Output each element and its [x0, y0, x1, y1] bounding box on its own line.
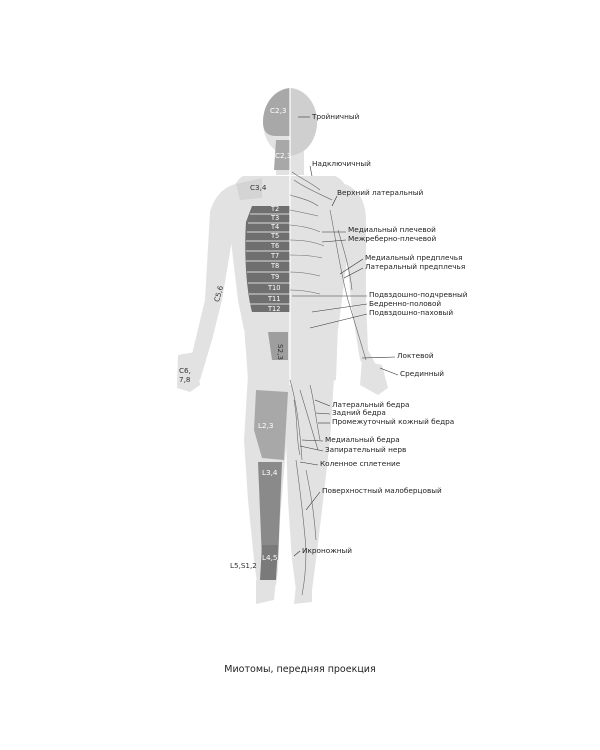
nerve-label-superficial-peroneal: Поверхностный малоберцовый: [322, 486, 442, 495]
nerve-label-ulnar: Локтевой: [397, 351, 434, 360]
t-level-label: T6: [271, 242, 280, 250]
t-level-label: T7: [271, 252, 280, 260]
nerve-label-ilioinguinal: Подвздошно-паховый: [369, 308, 454, 317]
nerve-label-intermediate-femoral: Промежуточный кожный бедра: [332, 417, 455, 426]
t-level-label: T9: [271, 273, 280, 281]
nerve-label-medial-brachial: Медиальный плечевой: [348, 225, 436, 234]
nerve-label-upper-lateral: Верхний латеральный: [337, 188, 424, 197]
nerve-label-patellar-plexus: Коленное сплетение: [320, 459, 401, 468]
nerve-label-intercostobrachial: Межреберно-плечевой: [348, 234, 437, 243]
nerve-label-posterior-femoral: Задний бедра: [332, 408, 386, 417]
t-level-label: T4: [271, 223, 280, 231]
t-level-label: T2: [271, 205, 280, 213]
t-level-label: T3: [271, 214, 280, 222]
nerve-label-medial-femoral: Медиальный бедра: [325, 435, 400, 444]
nerve-label-genitofemoral: Бедренно-половой: [369, 299, 442, 308]
nerve-label-lateral-antebrachial: Латеральный предплечья: [365, 262, 466, 271]
t-level-label: T11: [268, 295, 281, 303]
nerve-label-sural: Икроножный: [302, 546, 353, 555]
face-shading: [290, 88, 317, 156]
segment-label-c23-neck: C2,3: [275, 151, 292, 160]
nerve-label-trigeminal: Тройничный: [312, 112, 360, 121]
nerve-label-iliohypogastric: Подвздошно-подчревный: [369, 290, 468, 299]
segment-label-l23: L2,3: [258, 421, 274, 430]
nerve-label-lateral-femoral: Латеральный бедра: [332, 400, 410, 409]
nerve-label-median: Срединный: [400, 369, 445, 378]
segment-label-c678: C6, 7,8: [179, 366, 191, 384]
segment-label-c23-head: C2,3: [270, 106, 287, 115]
segment-label-c56: C5,6: [212, 284, 226, 303]
t-level-label: T5: [271, 232, 280, 240]
t-level-label: T10: [268, 284, 281, 292]
segment-label-l5s12: L5,S1,2: [230, 561, 257, 570]
segment-label-s23: S2,3: [276, 344, 285, 360]
nerve-label-obturator: Запирательный нерв: [325, 445, 407, 454]
t-level-label: T12: [268, 305, 281, 313]
segment-label-c34: C3,4: [250, 183, 267, 192]
segment-label-l34: L3,4: [262, 468, 278, 477]
figure-caption: Миотомы, передняя проекция: [224, 664, 376, 675]
nerve-label-medial-antebrachial: Медиальный предплечья: [365, 253, 463, 262]
nerve-label-supraclavicular: Надключичный: [312, 159, 371, 168]
t-level-label: T8: [271, 262, 280, 270]
segment-label-l45: L4,5: [262, 553, 278, 562]
